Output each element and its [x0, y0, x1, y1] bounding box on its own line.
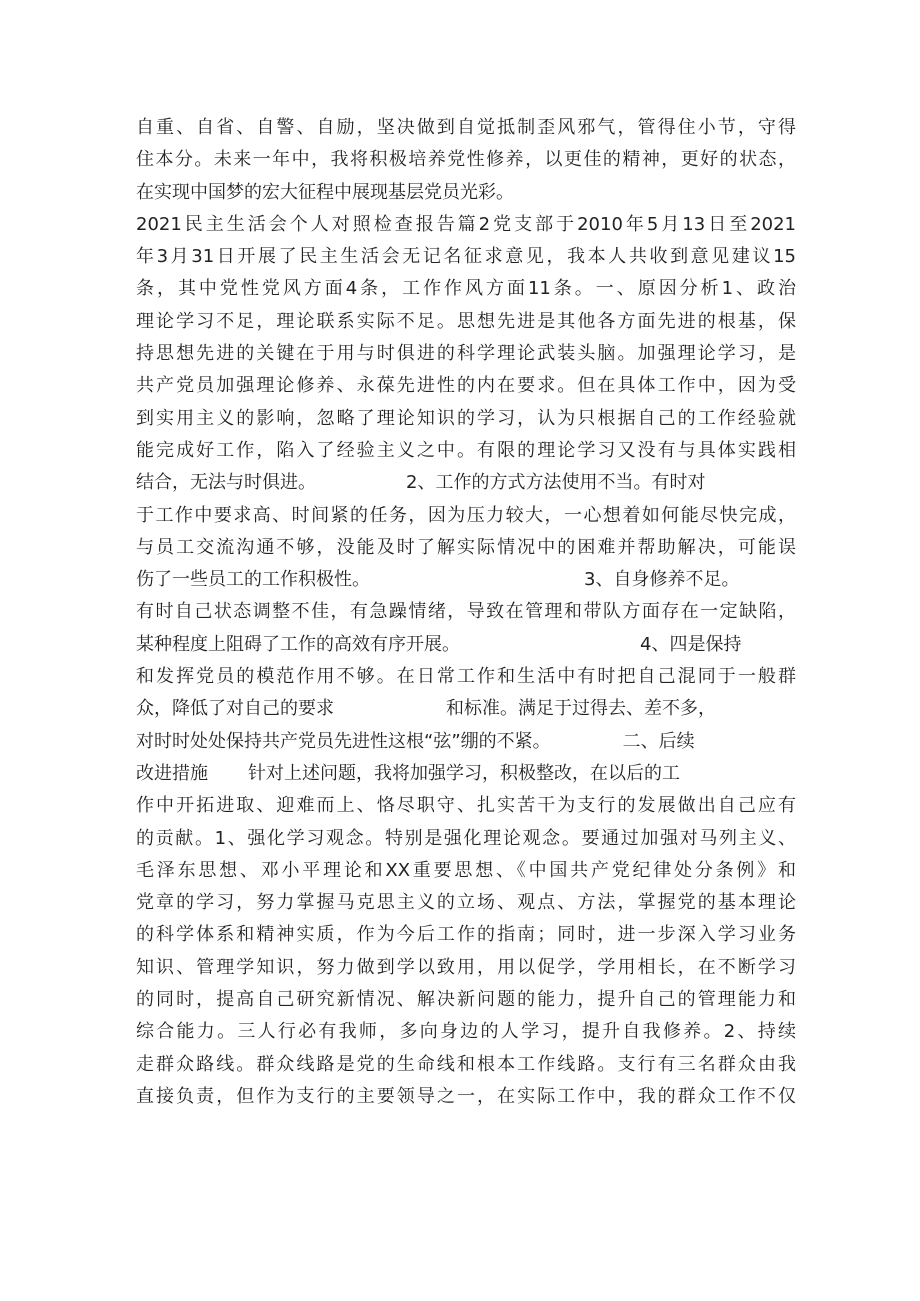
text-segment: 4、四是保持 — [640, 633, 742, 655]
text-line: 能完成好工作，陷入了经验主义之中。有限的理论学习又没有与具体实践相 — [136, 439, 796, 461]
text-line: 自重、自省、自警、自励，坚决做到自觉抵制歪风邪气，管得住小节，守得 — [136, 117, 796, 138]
text-line: 共产党员加强理论修养、永葆先进性的内在要求。但在具体工作中，因为受 — [136, 375, 796, 397]
text-line: 党章的学习，努力掌握马克思主义的立场、观点、方法，掌握党的基本理论 — [136, 892, 796, 914]
text-line: 知识、管理学知识，努力做到学以致用，用以促学，学用相长，在不断学习 — [136, 956, 796, 978]
text-segment: 3、自身修养不足。 — [584, 569, 740, 591]
text-segment: 和标准。满足于过得去、差不多， — [446, 698, 716, 720]
text-line: 综合能力。三人行必有我师，多向身边的人学习，提升自我修养。2、持续 — [136, 1021, 796, 1043]
text-line: 条，其中党性党风方面4条，工作作风方面11条。一、原因分析1、政治 — [136, 278, 796, 300]
text-line: 有时自己状态调整不佳，有急躁情绪，导致在管理和带队方面存在一定缺陷， — [136, 601, 796, 623]
text-line: 住本分。未来一年中，我将积极培养党性修养，以更佳的精神，更好的状态， — [136, 149, 796, 171]
text-line: 理论学习不足，理论联系实际不足。思想先进是其他各方面先进的根基，保 — [136, 310, 796, 332]
text-line: 与员工交流沟通不够，没能及时了解实际情况中的困难并帮助解决，可能误 — [136, 536, 796, 558]
text-line: 年3月31日开展了民主生活会无记名征求意见，我本人共收到意见建议15 — [136, 246, 796, 268]
text-line: 作中开拓进取、迎难而上、恪尽职守、扎实苦干为支行的发展做出自己应有 — [136, 795, 796, 817]
text-line — [136, 629, 796, 661]
text-segment: 伤了一些员工的工作积极性。 — [136, 569, 370, 591]
text-line: 2021民主生活会个人对照检查报告篇2党支部于2010年5月13日至2021 — [136, 213, 796, 235]
text-segment: 2、工作的方式方法使用不当。有时对 — [406, 472, 706, 494]
text-line: 的科学体系和精神实质，作为今后工作的指南；同时，进一步深入学习业务 — [136, 924, 796, 946]
text-line: 毛泽东思想、邓小平理论和XX重要思想、《中国共产党纪律处分条例》和 — [136, 859, 796, 881]
text-line — [136, 726, 796, 758]
text-line: 和发挥党员的模范作用不够。在日常工作和生活中有时把自己混同于一般群 — [136, 666, 796, 688]
text-segment: 对时时处处保持共产党员先进性这根“弦”绷的不紧。 — [136, 730, 551, 752]
text-segment: 改进措施 — [136, 762, 208, 784]
text-line — [136, 467, 796, 499]
text-line — [136, 693, 796, 725]
text-segment: 针对上述问题，我将加强学习，积极整改，在以后的工 — [248, 762, 680, 784]
text-line: 直接负责，但作为支行的主要领导之一，在实际工作中，我的群众工作不仅 — [136, 1085, 796, 1107]
text-line: 在实现中国梦的宏大征程中展现基层党员光彩。 — [136, 181, 514, 203]
text-line — [136, 564, 796, 596]
text-line: 于工作中要求高、时间紧的任务，因为压力较大，一心想着如何能尽快完成， — [136, 504, 796, 526]
text-segment: 结合，无法与时俱进。 — [136, 472, 316, 494]
text-segment: 某种程度上阻碍了工作的高效有序开展。 — [136, 633, 460, 655]
text-line: 的同时，提高自己研究新情况、解决新问题的能力，提升自己的管理能力和 — [136, 989, 796, 1011]
text-line: 走群众路线。群众线路是党的生命线和根本工作线路。支行有三名群众由我 — [136, 1053, 796, 1075]
text-line: 的贡献。1、强化学习观念。特别是强化理论观念。要通过加强对马列主义、 — [136, 827, 796, 849]
text-line — [136, 758, 796, 790]
text-segment: 二、后续 — [622, 730, 695, 752]
text-line: 到实用主义的影响，忽略了理论知识的学习，认为只根据自己的工作经验就 — [136, 407, 796, 429]
text-segment: 众，降低了对自己的要求 — [136, 698, 334, 720]
body-text — [136, 112, 796, 1113]
text-line: 持思想先进的关键在于用与时俱进的科学理论武装头脑。加强理论学习，是 — [136, 343, 796, 365]
